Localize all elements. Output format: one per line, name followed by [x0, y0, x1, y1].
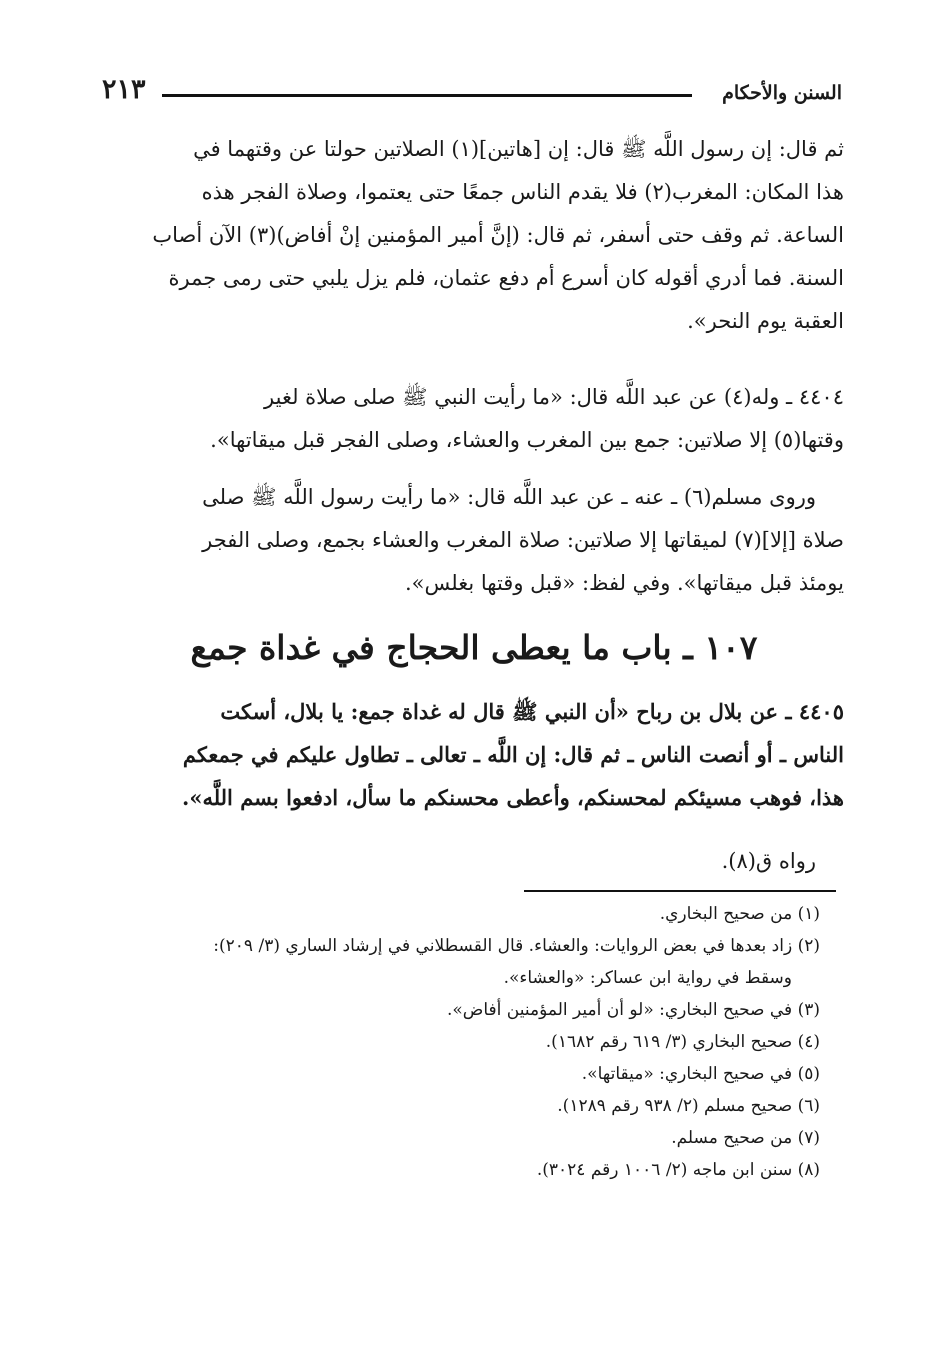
- text-line: الساعة. ثم وقف حتى أسفر، ثم قال: (إنَّ أمير المؤمنين إنْ أفاض)(٣) الآن أصاب: [152, 223, 844, 247]
- footnote: (٦) صحيح مسلم (٢/ ٩٣٨ رقم ١٢٨٩).: [557, 1096, 820, 1116]
- footnote: (٤) صحيح البخاري (٣/ ٦١٩ رقم ١٦٨٢).: [545, 1032, 820, 1052]
- hadith-4404: [104, 376, 844, 462]
- page-header: [102, 72, 842, 116]
- footnote-continuation: وسقط في رواية ابن عساكر: «والعشاء».: [503, 968, 792, 988]
- footnote: (٣) في صحيح البخاري: «لو أن أمير المؤمنين أفاض».: [447, 1000, 820, 1020]
- page-number: ٢١٣: [102, 74, 146, 105]
- text-line: ٤٤٠٤ ـ وله(٤) عن عبد اللَّه قال: «ما رأيت النبي ﷺ صلى صلاة لغير: [264, 385, 844, 409]
- footnote: (٢) زاد بعدها في بعض الروايات: والعشاء. قال القسطلاني في إرشاد الساري (٣/ ٢٠٩):: [213, 936, 820, 956]
- footnote-separator: [524, 890, 836, 892]
- footnote: (١) من صحيح البخاري.: [659, 904, 820, 924]
- paragraph-muslim: [104, 476, 844, 605]
- text-line: وروى مسلم(٦) ـ عنه ـ عن عبد اللَّه قال: «ما رأيت رسول اللَّه ﷺ صلى: [202, 485, 816, 509]
- source-line: رواه ق(٨).: [721, 849, 816, 873]
- text-line: الناس ـ أو أنصت الناس ـ ثم قال: إن اللَّه ـ تعالى ـ تطاول عليكم في جمعكم: [182, 742, 844, 767]
- text-line: هذا، فوهب مسيئكم لمحسنكم، وأعطى محسنكم ما سأل، ادفعوا بسم اللَّه».: [182, 785, 844, 810]
- running-title: السنن والأحكام: [722, 82, 842, 104]
- chapter-heading: ١٠٧ ـ باب ما يعطى الحجاج في غداة جمع: [190, 628, 758, 667]
- header-rule: [162, 94, 692, 97]
- text-line: ثم قال: إن رسول اللَّه ﷺ قال: إن [هاتين](١) الصلاتين حولتا عن وقتهما في: [193, 137, 844, 161]
- paragraph-1: [104, 128, 844, 343]
- hadith-source: [104, 840, 844, 883]
- hadith-4405: [104, 690, 844, 819]
- text-line: العقبة يوم النحر».: [687, 309, 844, 333]
- text-line: صلاة [إلا](٧) لميقاتها إلا صلاتين: صلاة المغرب والعشاء بجمع، وصلى الفجر: [202, 528, 844, 552]
- text-line: السنة. فما أدري أقوله كان أسرع أم دفع عثمان، فلم يزل يلبي حتى رمى جمرة: [168, 266, 844, 290]
- footnote: (٥) في صحيح البخاري: «ميقاتها».: [581, 1064, 820, 1084]
- text-line: ٤٤٠٥ ـ عن بلال بن رباح «أن النبي ﷺ قال له غداة جمع: يا بلال، أسكت: [220, 699, 844, 724]
- footnotes: [94, 898, 820, 1186]
- footnote: (٧) من صحيح مسلم.: [671, 1128, 820, 1148]
- footnote: (٨) سنن ابن ماجه (٢/ ١٠٠٦ رقم ٣٠٢٤).: [536, 1160, 820, 1180]
- text-line: هذا المكان: المغرب(٢) فلا يقدم الناس جمعًا حتى يعتموا، وصلاة الفجر هذه: [201, 180, 844, 204]
- text-line: وقتها(٥) إلا صلاتين: جمع بين المغرب والعشاء، وصلى الفجر قبل ميقاتها».: [210, 428, 844, 452]
- text-line: يومئذ قبل ميقاتها». وفي لفظ: «قبل وقتها بغلس».: [404, 571, 844, 595]
